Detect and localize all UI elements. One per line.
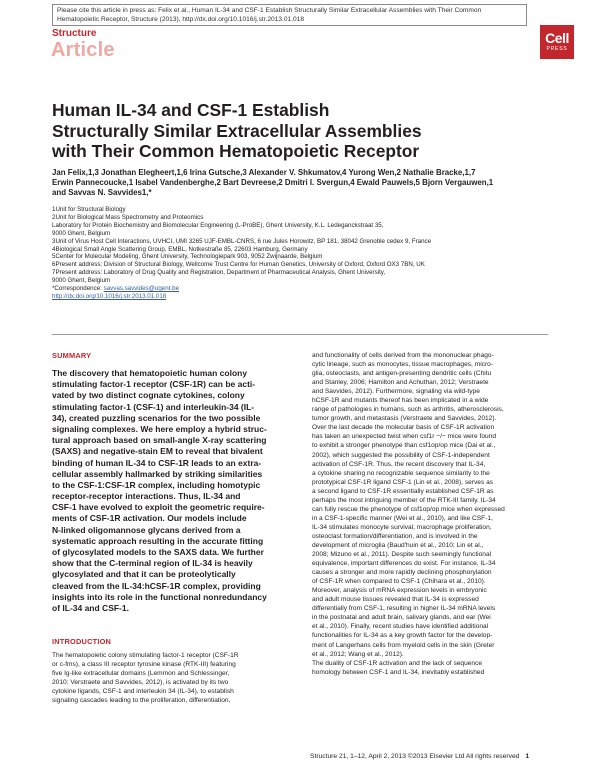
affiliation-line: 3Unit of Virus Host Cell Interactions, UVHCI, UMI 3265 UJF-EMBL-CNRS, 6 rue Jules Horowitz, BP 181, 38042 Grenoble cedex 9, France xyxy=(52,237,432,245)
body-line: and functionality of cells derived from the mononuclear phago- xyxy=(312,352,494,359)
title-line: with Their Common Hematopoietic Receptor xyxy=(52,141,420,161)
body-line: and Stanley, 2006; Hamilton and Achuthan, 2012; Verstraete xyxy=(312,379,489,387)
correspondence-email-link[interactable]: savvas.savvides@ugent.be xyxy=(103,285,180,293)
body-line: Over the last decade the molecular basis of CSF-1R activation xyxy=(312,424,495,432)
body-line: equivalence, important differences do exist. For instance, IL-34 xyxy=(312,560,496,568)
affiliations xyxy=(52,206,552,301)
summary-line: cleaved from the IL-34:hCSF-1R complex, providing xyxy=(52,580,261,591)
correspondence xyxy=(52,285,552,293)
body-line: can fully rescue the phenotype of csf1op/op mice when expressed xyxy=(312,505,505,513)
affiliation-line: 7Present address: Laboratory of Drug Quality and Registration, Department of Pharmaceutical Analysis, Ghent University, xyxy=(52,269,386,277)
citation-line-1: Please cite this article in press as: Felix et al., Human IL-34 and CSF-1 Establish Structurally Similar Extracellular Assemblies with Their Common xyxy=(57,7,482,14)
summary-line: vated by two distinct cognate cytokines, colony xyxy=(52,390,245,401)
summary-line: stimulating factor-1 (CSF-1) and interleukin-34 (IL- xyxy=(52,401,255,412)
body-line: development of microglia (Baud'huin et al., 2010; Lin et al., xyxy=(312,541,484,549)
summary-line: glycosylated and that it can be proteolytically xyxy=(52,569,236,580)
citation-notice xyxy=(52,4,527,26)
body-line: cytic lineage, such as monocytes, tissue macrophages, micro- xyxy=(312,361,494,369)
body-line: differentially from CSF-1, resulting in higher IL-34 mRNA levels xyxy=(312,605,496,613)
title-line: Structurally Similar Extracellular Assemblies xyxy=(52,120,422,141)
summary-line: systematic approach resulting in the accurate fitting xyxy=(52,535,264,546)
body-line: IL-34 stimulates monocyte survival, macrophage proliferation, xyxy=(312,523,492,531)
summary-line: N-linked oligomannose glycans derived from a xyxy=(52,524,241,535)
body-line: has taken an unexpected twist when csf1r −/− mice were found xyxy=(312,433,496,441)
summary-text xyxy=(52,368,295,614)
page-footer xyxy=(310,753,529,760)
body-line: perhaps the most intriguing member of the RTK-III family. IL-34 xyxy=(312,496,496,504)
body-line: osteoclast formation/differentiation, and is involved in the xyxy=(312,532,478,540)
body-line: of CSF-1R when compared to CSF-1 (Chihara et al., 2010). xyxy=(312,578,486,586)
affiliation-line: 4Biological Small Angle Scattering Group, EMBL, Notkestraße 85, 22603 Hamburg, Germany xyxy=(52,245,308,253)
summary-line: cellular assembly hallmarked by striking similarities xyxy=(52,468,263,479)
intro-line: 2010; Verstraete and Savvides, 2012), is activated by its two xyxy=(52,679,229,687)
introduction-text xyxy=(52,651,295,705)
summary-line: The discovery that hematopoietic human colony xyxy=(52,368,248,378)
author-line: and Savvas N. Savvides1,* xyxy=(52,188,152,198)
paper-title xyxy=(52,100,492,162)
body-line: and Savvides, 2012). Furthermore, signaling via wild-type xyxy=(312,388,480,396)
affiliation-line: Laboratory for Protein Biochemistry and Biomolecular Engineering (L-ProBE), Ghent University, K.L. Ledeganckstraat 35, xyxy=(52,221,384,229)
body-line: and adult mouse tissues revealed that IL-34 is expressed xyxy=(312,596,479,604)
body-line: et al., 2012; Wang et al., 2012). xyxy=(312,650,404,658)
summary-line: to the CSF-1:CSF-1R complex, including homotypic xyxy=(52,479,261,490)
summary-line: show that the C-terminal region of IL-34 is heavily xyxy=(52,558,253,569)
body-line: to exhibit a stronger phenotype than csf1op/op mice (Dai et al., xyxy=(312,442,496,450)
summary-heading: SUMMARY xyxy=(52,351,92,360)
body-line: 2002), which suggested the possibility of CSF-1-independent xyxy=(312,451,490,459)
affiliation-line: 9000 Ghent, Belgium xyxy=(52,277,111,285)
footer-citation: Structure 21, 1–12, April 2, 2013 ©2013 Elsevier Ltd All rights reserved xyxy=(310,753,520,760)
journal-name: Structure xyxy=(52,28,97,39)
section-divider xyxy=(52,334,548,335)
correspondence-label: *Correspondence: xyxy=(52,285,104,293)
title-line: Human IL-34 and CSF-1 Establish xyxy=(52,100,330,120)
body-line: Moreover, analysis of mRNA expression levels in embryonic xyxy=(312,587,487,595)
affiliation-line: 2Unit for Biological Mass Spectrometry and Proteomics xyxy=(52,213,204,221)
body-line: tumor growth, and metastasis (Verstraete and Savvides, 2012). xyxy=(312,415,497,423)
body-line: et al., 2010). Finally, recent studies have identified additional xyxy=(312,623,489,631)
body-line: homology between CSF-1 and IL-34, inevitably established xyxy=(312,668,485,676)
intro-line: cytokine ligands, CSF-1 and interleukin 34 (IL-34), to establish xyxy=(52,688,234,696)
left-column xyxy=(52,351,295,705)
cell-press-logo xyxy=(540,25,574,59)
body-line: The duality of CSF-1R activation and the lack of sequence xyxy=(312,659,483,667)
affiliation-line: 9000 Ghent, Belgium xyxy=(52,229,111,237)
summary-line: (SAXS) and negative-stain EM to reveal that bivalent xyxy=(52,446,263,457)
summary-line: binding of human IL-34 to CSF-1R leads to an extra- xyxy=(52,457,262,468)
citation-line-2: Hematopoietic Receptor, Structure (2013), http://dx.doi.org/10.1016/j.str.2013.01.018 xyxy=(57,16,305,23)
summary-line: 34), created puzzling scenarios for the two possible xyxy=(52,412,261,423)
summary-line: insights into its role in the functional nonredundancy xyxy=(52,591,267,602)
summary-line: tural approach based on small-angle X-ray scattering xyxy=(52,435,267,446)
intro-line: signaling cascades leading to the proliferation, differentiation, xyxy=(52,697,231,705)
body-line: a cytokine sharing no recognizable sequence similarity to the xyxy=(312,469,490,477)
introduction-heading: INTRODUCTION xyxy=(52,637,112,646)
body-line: range of pathologies in humans, such as arthritis, atherosclerosis, xyxy=(312,406,504,414)
body-line: a second ligand to CSF-1R essentially established CSF-1R as xyxy=(312,487,494,495)
body-line: functionalities for IL-34 as a key growth factor for the develop- xyxy=(312,632,493,640)
body-line: activation of CSF-1R. Thus, the recent discovery that IL-34, xyxy=(312,460,486,468)
summary-line: stimulating factor-1 receptor (CSF-1R) can be acti- xyxy=(52,379,256,390)
summary-line: CSF-1 have evolved to exploit the geometric require- xyxy=(52,502,265,513)
body-line: 2008; Mizuno et al., 2011). Despite such seemingly functional xyxy=(312,551,492,559)
right-column xyxy=(312,351,548,677)
author-line: Jan Felix,1,3 Jonathan Elegheert,1,6 Irina Gutsche,3 Alexander V. Shkumatov,4 Yurong Wen,2 Nathalie Bracke,1,7 xyxy=(52,168,476,177)
affiliation-line: 1Unit for Structural Biology xyxy=(52,206,126,213)
body-line: prototypical CSF-1R ligand CSF-1 (Lin et al., 2008), serves as xyxy=(312,478,494,486)
body-line: glia, osteoclasts, and antigen-presenting dendritic cells (Chitu xyxy=(312,370,492,378)
doi-line xyxy=(52,293,552,301)
summary-line: receptor-receptor interactions. Thus, IL-34 and xyxy=(52,491,241,502)
author-list xyxy=(52,168,547,199)
body-line: in a CSF-1-specific manner (Wei et al., 2010), and like CSF-1, xyxy=(312,514,493,522)
page-number: 1 xyxy=(525,753,530,760)
affiliation-line: 6Present address: Division of Structural Biology, Wellcome Trust Centre for Human Genetics, University of Oxford, Oxford OX3 7BN, UK xyxy=(52,261,425,269)
article-type-label: Article xyxy=(51,39,115,61)
logo-word: Cell xyxy=(545,30,569,46)
body-line: causes a stronger and more rapidly declining phosphorylation xyxy=(312,569,492,577)
summary-line: of glycosylated models to the SAXS data. We further xyxy=(52,547,264,557)
summary-line: of IL-34 and CSF-1. xyxy=(52,602,129,613)
intro-line: or c-fms), a class III receptor tyrosine kinase (RTK-III) featuring xyxy=(52,661,236,669)
body-line: in the postnatal and adult brain, salivary glands, and ear (Wei xyxy=(312,614,491,622)
logo-sub: PRESS xyxy=(546,46,568,52)
doi-link[interactable]: http://dx.doi.org/10.1016/j.str.2013.01.018 xyxy=(52,292,167,300)
intro-line: The hematopoietic colony stimulating factor-1 receptor (CSF-1R xyxy=(52,652,239,659)
intro-line: five Ig-like extracellular domains (Lemmon and Schlessinger, xyxy=(52,670,230,678)
summary-line: ments of CSF-1R activation. Our models include xyxy=(52,513,247,524)
affiliation-line: 5Center for Molecular Modeling, Ghent University, Technologiepark 903, 9052 Zwijnaarde, Belgium xyxy=(52,253,323,261)
body-line: ment of Langerhans cells from myeloid cells in the skin (Greter xyxy=(312,641,495,649)
body-line: hCSF-1R and mutants thereof has been implicated in a wide xyxy=(312,397,489,405)
author-line: Erwin Pannecoucke,1 Isabel Vandenberghe,2 Bart Devreese,2 Dmitri I. Svergun,4 Ewald Pauwels,5 Bjorn Vergauwen,1 xyxy=(52,178,494,188)
summary-line: signaling complexes. We here employ a hybrid struc- xyxy=(52,423,267,434)
